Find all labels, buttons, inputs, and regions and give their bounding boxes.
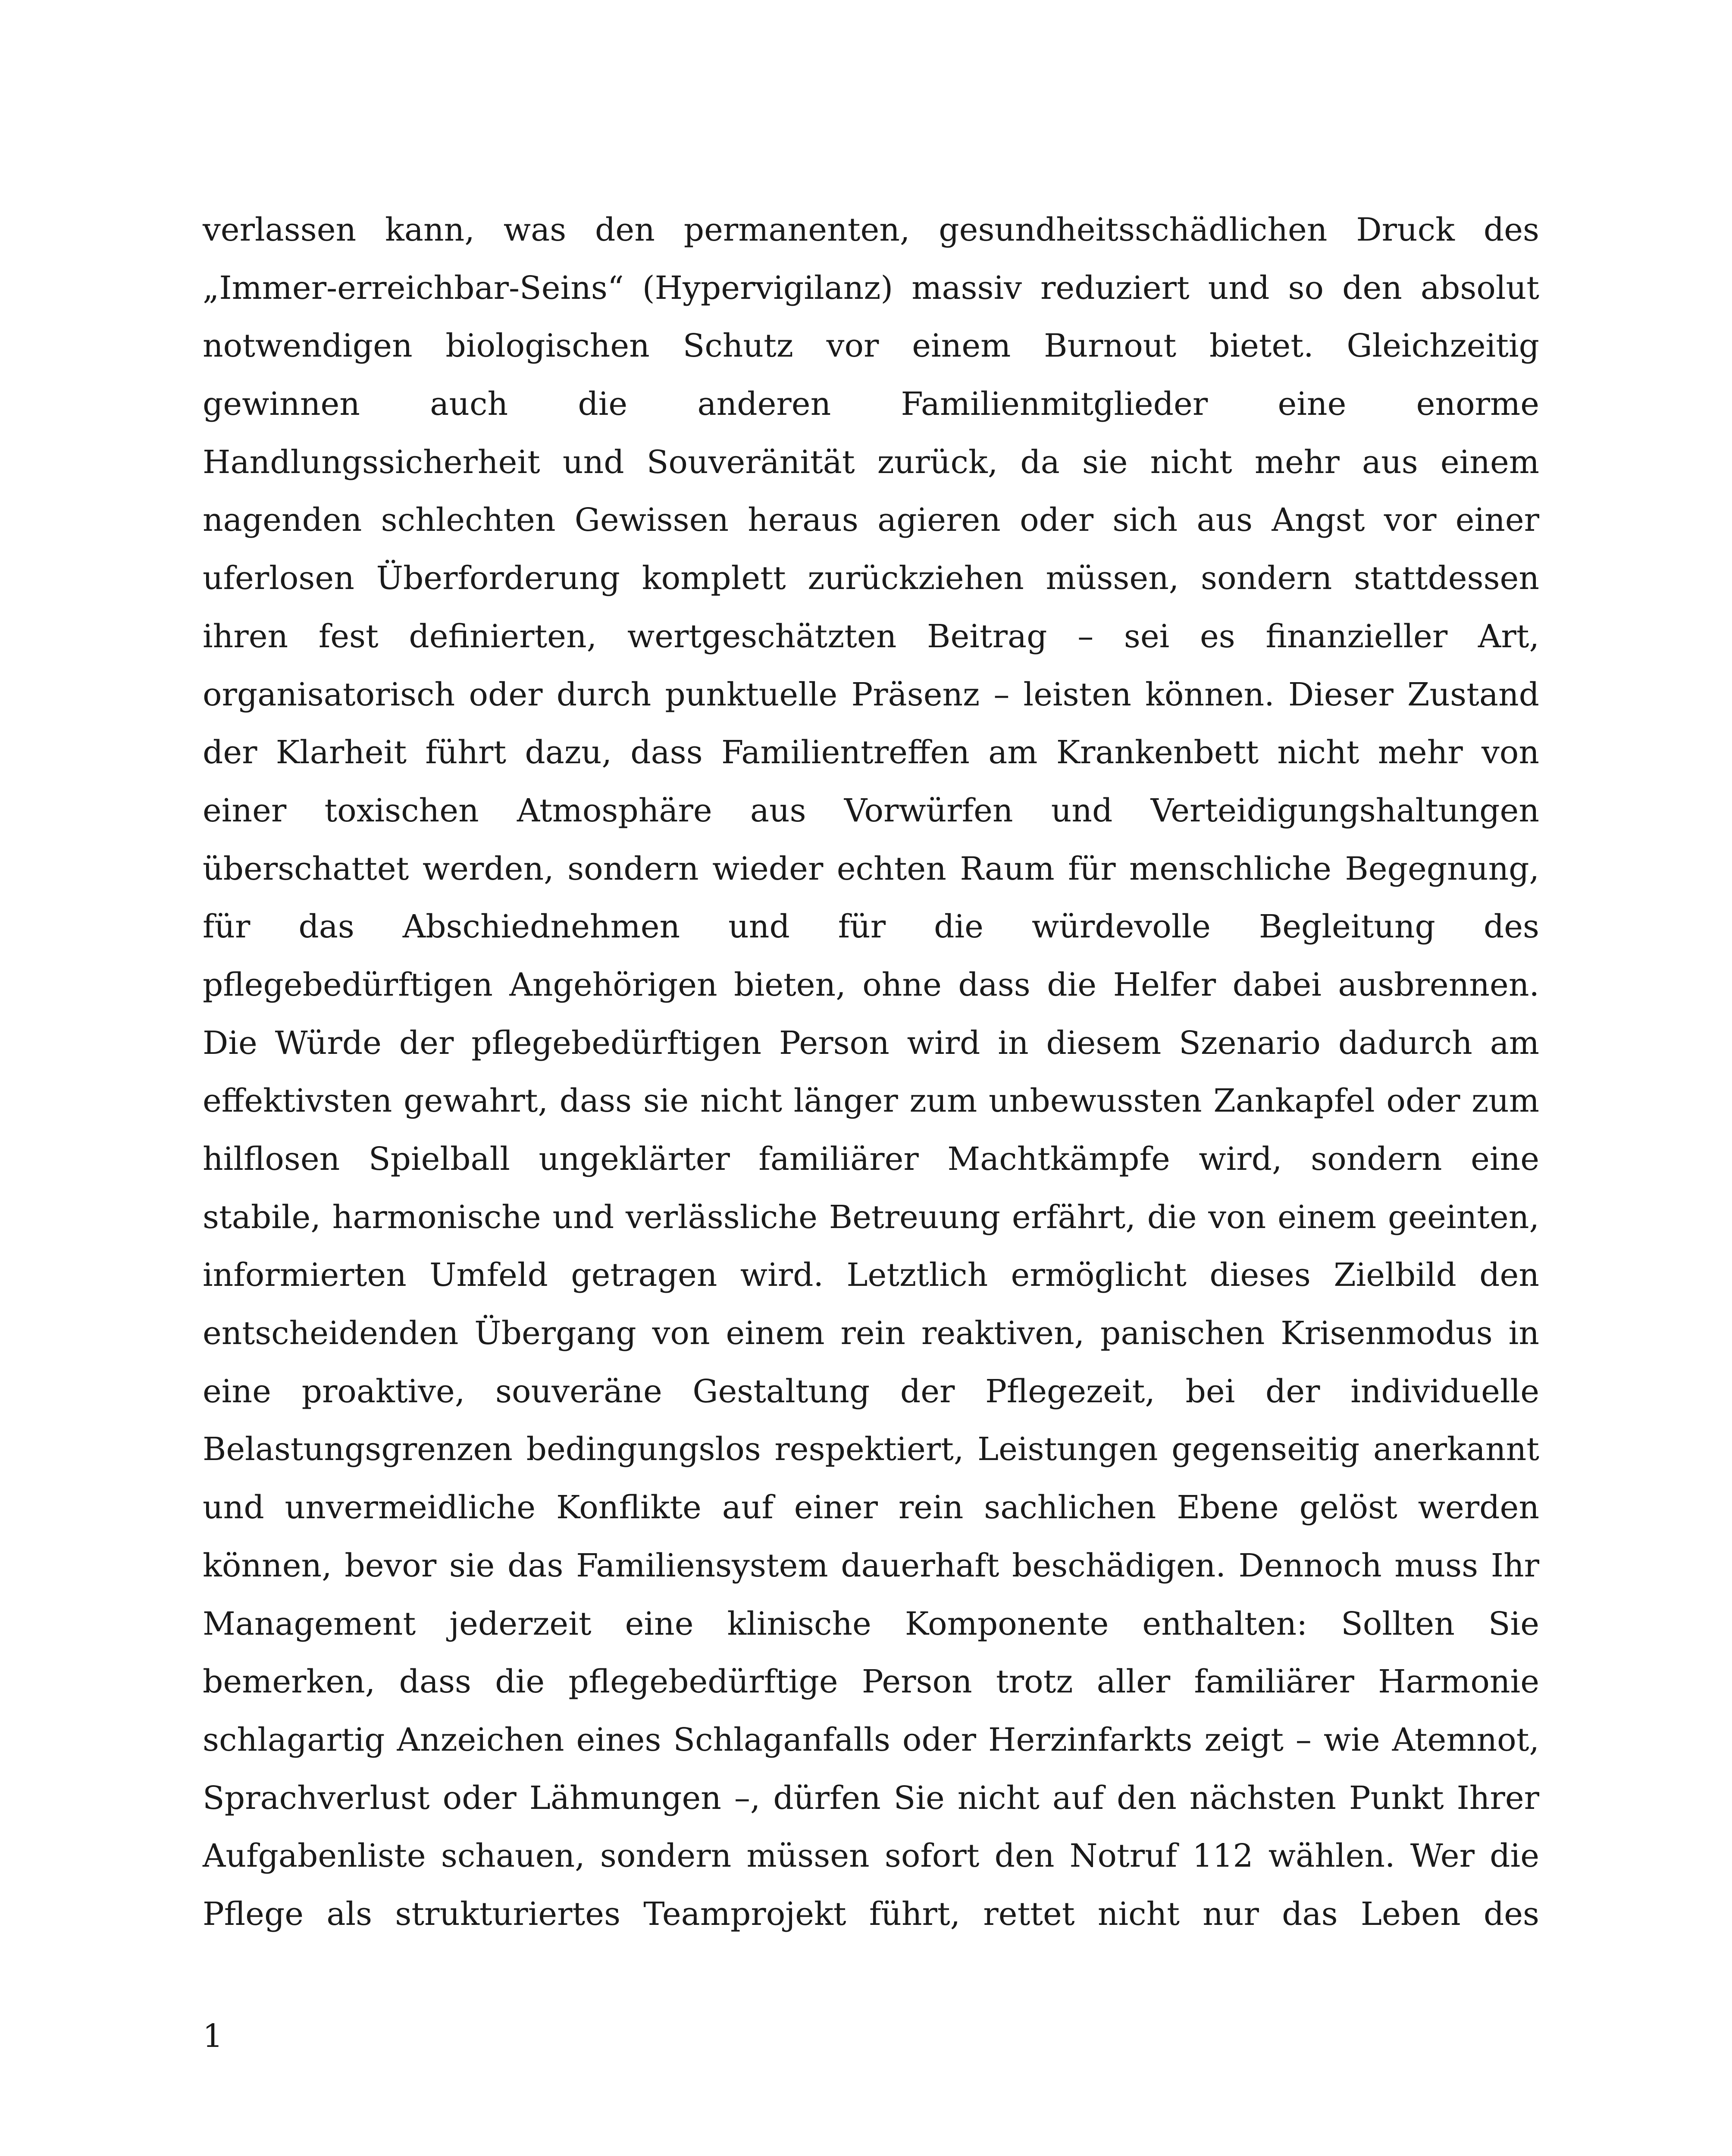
page-number: 1	[203, 2018, 223, 2055]
body-paragraph	[203, 201, 1539, 1943]
text-line: organisatorisch oder durch punktuelle Präsenz – leisten können. Dieser Zustand	[203, 676, 1539, 713]
text-line: Die Würde der pflegebedürftigen Person wird in diesem Szenario dadurch am	[203, 1024, 1539, 1062]
text-line: notwendigen biologischen Schutz vor einem Burnout bietet. Gleichzeitig	[203, 327, 1539, 365]
text-line: hilflosen Spielball ungeklärter familiärer Machtkämpfe wird, sondern eine	[203, 1141, 1539, 1178]
text-line: Aufgabenliste schauen, sondern müssen sofort den Notruf 112 wählen. Wer die	[203, 1837, 1539, 1875]
text-line: können, bevor sie das Familiensystem dauerhaft beschädigen. Dennoch muss Ihr	[203, 1547, 1539, 1584]
text-line: effektivsten gewahrt, dass sie nicht länger zum unbewussten Zankapfel oder zum	[203, 1082, 1539, 1120]
text-line: pflegebedürftigen Angehörigen bieten, ohne dass die Helfer dabei ausbrennen.	[203, 966, 1539, 1003]
text-line: überschattet werden, sondern wieder echten Raum für menschliche Begegnung,	[203, 850, 1539, 887]
text-line: ihren fest definierten, wertgeschätzten Beitrag – sei es finanzieller Art,	[203, 617, 1539, 655]
text-line: Management jederzeit eine klinische Komponente enthalten: Sollten Sie	[203, 1605, 1539, 1642]
text-line: eine proaktive, souveräne Gestaltung der Pflegezeit, bei der individuelle	[203, 1373, 1539, 1410]
text-line: Sprachverlust oder Lähmungen –, dürfen Sie nicht auf den nächsten Punkt Ihrer	[203, 1779, 1539, 1817]
text-line: uferlosen Überforderung komplett zurückziehen müssen, sondern stattdessen	[203, 560, 1539, 597]
text-line: für das Abschiednehmen und für die würdevolle Begleitung des	[203, 908, 1539, 946]
text-line: verlassen kann, was den permanenten, gesundheitsschädlichen Druck des	[203, 211, 1539, 248]
text-line: informierten Umfeld getragen wird. Letztlich ermöglicht dieses Zielbild den	[203, 1257, 1539, 1294]
text-line: schlagartig Anzeichen eines Schlaganfalls oder Herzinfarkts zeigt – wie Atemnot,	[203, 1721, 1539, 1758]
text-line: gewinnen auch die anderen Familienmitglieder eine enorme	[203, 385, 1539, 423]
text-line: bemerken, dass die pflegebedürftige Person trotz aller familiärer Harmonie	[203, 1663, 1539, 1701]
text-line: Belastungsgrenzen bedingungslos respektiert, Leistungen gegenseitig anerkannt	[203, 1431, 1539, 1468]
text-line: Pflege als strukturiertes Teamprojekt führt, rettet nicht nur das Leben des	[203, 1895, 1539, 1933]
text-line: Handlungssicherheit und Souveränität zurück, da sie nicht mehr aus einem	[203, 443, 1539, 481]
text-line: „Immer-erreichbar-Seins“ (Hypervigilanz) massiv reduziert und so den absolut	[203, 269, 1539, 307]
text-line: nagenden schlechten Gewissen heraus agieren oder sich aus Angst vor einer	[203, 501, 1539, 539]
text-line: entscheidenden Übergang von einem rein reaktiven, panischen Krisenmodus in	[203, 1315, 1539, 1352]
text-line: und unvermeidliche Konflikte auf einer rein sachlichen Ebene gelöst werden	[203, 1489, 1539, 1526]
text-line: einer toxischen Atmosphäre aus Vorwürfen und Verteidigungshaltungen	[203, 792, 1539, 829]
text-line: der Klarheit führt dazu, dass Familientreffen am Krankenbett nicht mehr von	[203, 734, 1539, 771]
text-line: stabile, harmonische und verlässliche Betreuung erfährt, die von einem geeinten,	[203, 1198, 1539, 1236]
